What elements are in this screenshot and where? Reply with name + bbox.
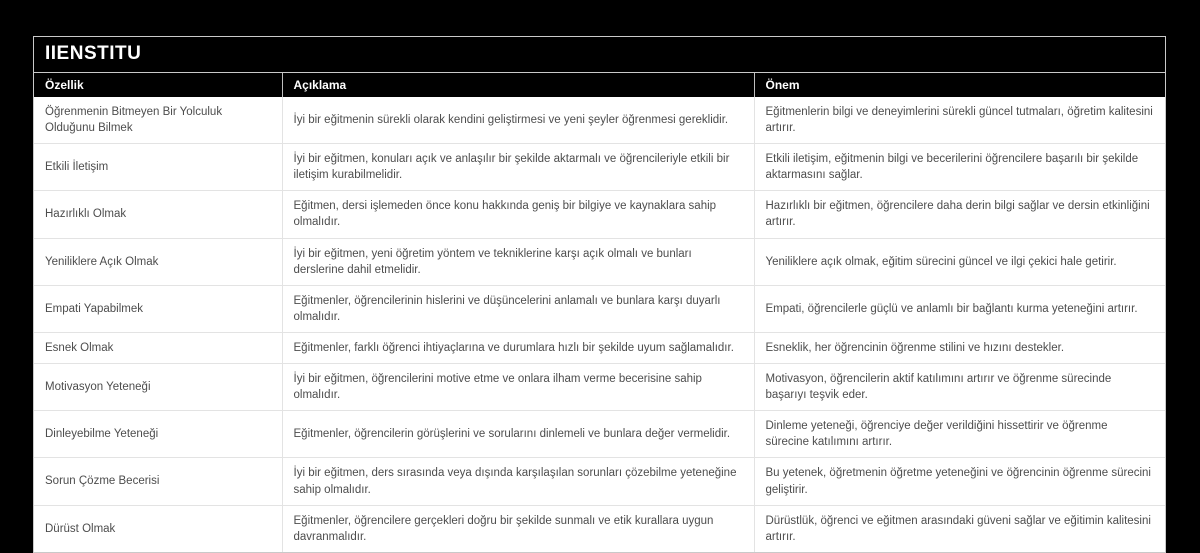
table-row — [34, 238, 1165, 285]
cell-ozellik: Etkili İletişim — [34, 144, 282, 191]
cell-aciklama: İyi bir eğitmen, yeni öğretim yöntem ve tekniklerine karşı açık olmalı ve bunları derslerine dahil etmelidir. — [282, 238, 754, 285]
table-header-row — [34, 73, 1165, 97]
table-row — [34, 332, 1165, 363]
cell-onem: Motivasyon, öğrencilerin aktif katılımını artırır ve öğrenme sürecinde başarıyı teşvik eder. — [754, 364, 1165, 411]
cell-onem: Eğitmenlerin bilgi ve deneyimlerini sürekli güncel tutmaları, öğretim kalitesini artırır. — [754, 97, 1165, 144]
table-row — [34, 505, 1165, 552]
table-row — [34, 97, 1165, 144]
cell-ozellik: Hazırlıklı Olmak — [34, 191, 282, 238]
cell-aciklama: İyi bir eğitmen, konuları açık ve anlaşılır bir şekilde aktarmalı ve öğrencileriyle etkili bir iletişim kurabilmelidir. — [282, 144, 754, 191]
cell-aciklama: Eğitmenler, öğrencilere gerçekleri doğru bir şekilde sunmalı ve etik kurallara uygun davranmalıdır. — [282, 505, 754, 552]
content-panel — [33, 36, 1166, 553]
cell-aciklama: İyi bir eğitmen, ders sırasında veya dışında karşılaşılan sorunları çözebilme yeteneğine sahip olmalıdır. — [282, 458, 754, 505]
cell-ozellik: Yeniliklere Açık Olmak — [34, 238, 282, 285]
table-row — [34, 191, 1165, 238]
column-header-ozellik: Özellik — [34, 73, 282, 97]
cell-ozellik: Empati Yapabilmek — [34, 285, 282, 332]
cell-ozellik: Sorun Çözme Becerisi — [34, 458, 282, 505]
page-title: IIENSTITU — [34, 37, 1165, 73]
column-header-onem: Önem — [754, 73, 1165, 97]
table-row — [34, 458, 1165, 505]
column-header-aciklama: Açıklama — [282, 73, 754, 97]
cell-onem: Etkili iletişim, eğitmenin bilgi ve becerilerini öğrencilere başarılı bir şekilde aktarmasını sağlar. — [754, 144, 1165, 191]
table-row — [34, 364, 1165, 411]
cell-aciklama: Eğitmenler, farklı öğrenci ihtiyaçlarına ve durumlara hızlı bir şekilde uyum sağlamalıdır. — [282, 332, 754, 363]
cell-ozellik: Öğrenmenin Bitmeyen Bir Yolculuk Olduğunu Bilmek — [34, 97, 282, 144]
cell-onem: Dinleme yeteneği, öğrenciye değer verildiğini hissettirir ve öğrenme sürecine katılımını artırır. — [754, 411, 1165, 458]
cell-onem: Bu yetenek, öğretmenin öğretme yeteneğini ve öğrencinin öğrenme sürecini geliştirir. — [754, 458, 1165, 505]
cell-aciklama: Eğitmen, dersi işlemeden önce konu hakkında geniş bir bilgiye ve kaynaklara sahip olmalıdır. — [282, 191, 754, 238]
cell-ozellik: Dürüst Olmak — [34, 505, 282, 552]
features-table — [34, 73, 1165, 552]
cell-ozellik: Dinleyebilme Yeteneği — [34, 411, 282, 458]
cell-onem: Yeniliklere açık olmak, eğitim sürecini güncel ve ilgi çekici hale getirir. — [754, 238, 1165, 285]
cell-onem: Esneklik, her öğrencinin öğrenme stilini ve hızını destekler. — [754, 332, 1165, 363]
table-row — [34, 144, 1165, 191]
cell-ozellik: Motivasyon Yeteneği — [34, 364, 282, 411]
table-row — [34, 285, 1165, 332]
table-row — [34, 411, 1165, 458]
cell-ozellik: Esnek Olmak — [34, 332, 282, 363]
cell-aciklama: İyi bir eğitmen, öğrencilerini motive etme ve onlara ilham verme becerisine sahip olmalıdır. — [282, 364, 754, 411]
cell-aciklama: Eğitmenler, öğrencilerinin hislerini ve düşüncelerini anlamalı ve bunlara karşı duyarlı olmalıdır. — [282, 285, 754, 332]
cell-onem: Dürüstlük, öğrenci ve eğitmen arasındaki güveni sağlar ve eğitimin kalitesini artırır. — [754, 505, 1165, 552]
cell-onem: Empati, öğrencilerle güçlü ve anlamlı bir bağlantı kurma yeteneğini artırır. — [754, 285, 1165, 332]
cell-aciklama: İyi bir eğitmenin sürekli olarak kendini geliştirmesi ve yeni şeyler öğrenmesi gereklidir. — [282, 97, 754, 144]
cell-onem: Hazırlıklı bir eğitmen, öğrencilere daha derin bilgi sağlar ve dersin etkinliğini artırır. — [754, 191, 1165, 238]
cell-aciklama: Eğitmenler, öğrencilerin görüşlerini ve sorularını dinlemeli ve bunlara değer vermelidir. — [282, 411, 754, 458]
